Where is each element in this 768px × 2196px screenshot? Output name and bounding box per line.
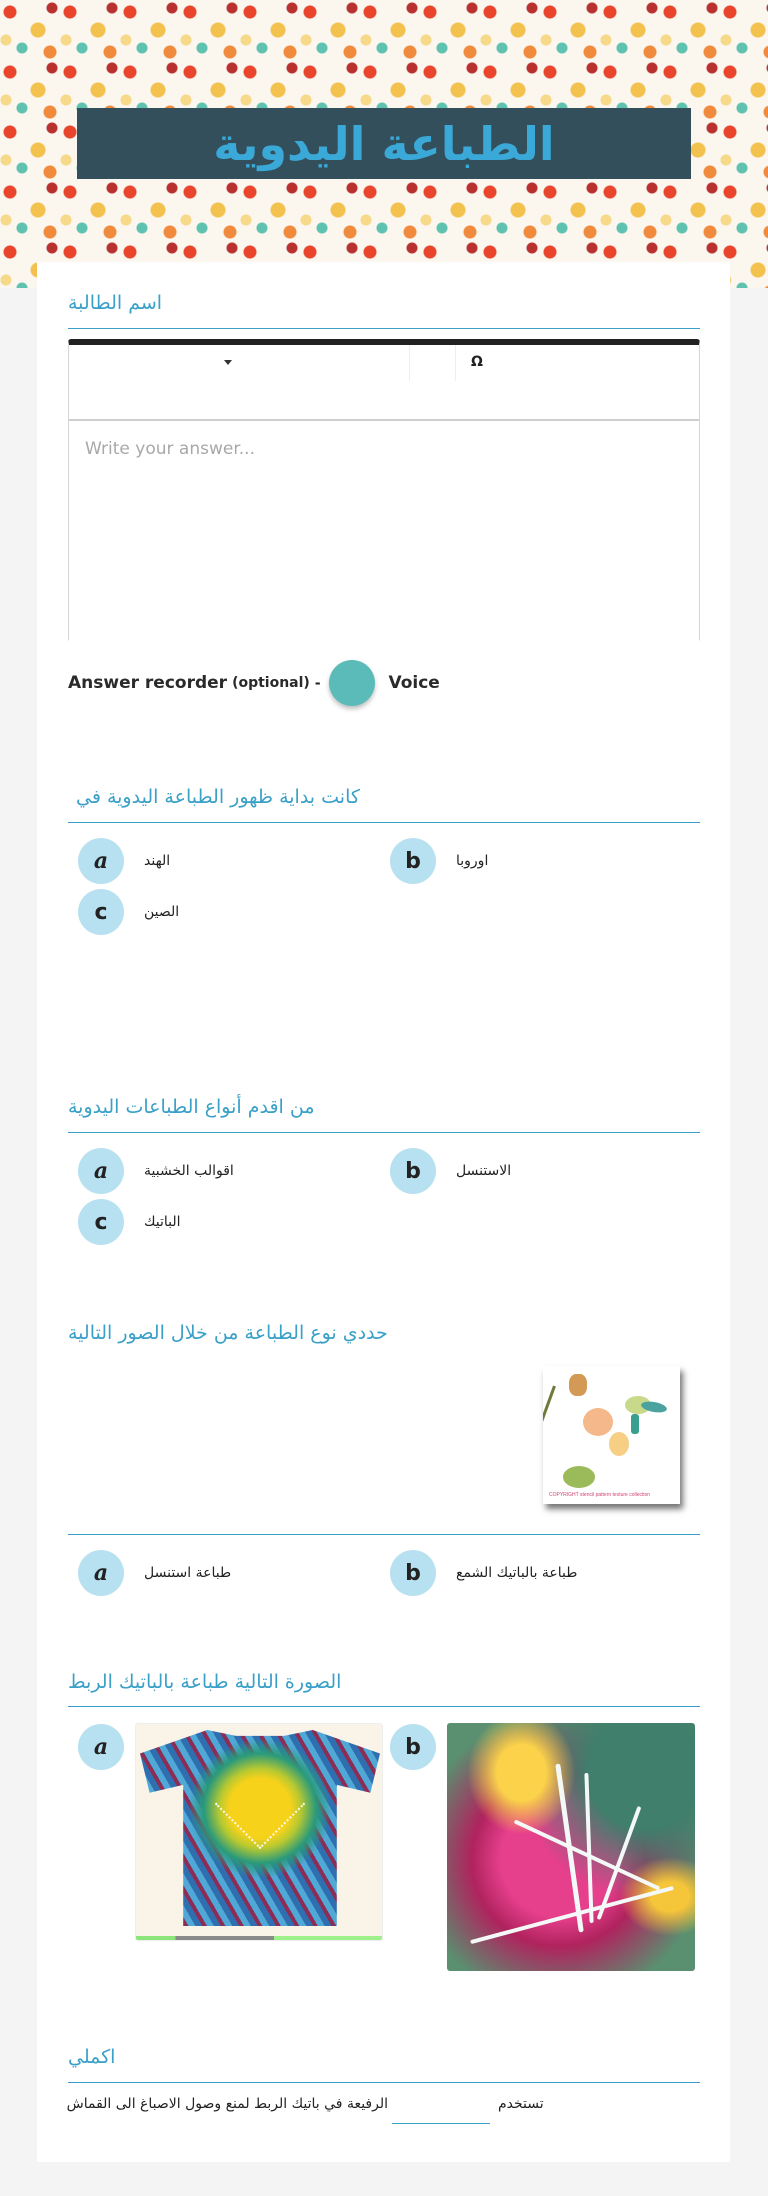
fill-in-suffix: الرفيعة في باتيك الربط لمنع وصول الاصباغ الى القماش [66, 2096, 388, 2112]
option-badge: b [390, 1724, 436, 1770]
record-voice-button[interactable] [329, 660, 375, 706]
option-badge: b [390, 838, 436, 884]
fill-in-blank-input[interactable] [392, 2108, 490, 2124]
question-3-option-b[interactable] [390, 1148, 511, 1194]
question-2-title: كانت بداية ظهور الطباعة اليدوية في [76, 786, 360, 808]
option-label: اوروبا [456, 853, 489, 869]
question-6-divider [68, 2082, 700, 2083]
option-badge: a [78, 1148, 124, 1194]
option-label: الباتيك [144, 1214, 181, 1230]
recorder-voice-label: Voice [388, 673, 440, 693]
option-badge: a [78, 1550, 124, 1596]
question-2-option-a[interactable] [78, 838, 170, 884]
question-1-title: اسم الطالبة [68, 292, 163, 314]
image-flower [583, 1408, 613, 1436]
question-1-divider [68, 328, 700, 329]
option-badge: b [390, 1550, 436, 1596]
toolbar-button[interactable] [410, 345, 456, 381]
option-badge: c [78, 889, 124, 935]
answer-recorder [68, 660, 440, 706]
image-bottom-bar [136, 1936, 382, 1940]
question-4-option-a[interactable] [78, 1550, 231, 1596]
question-2-divider [68, 822, 700, 823]
recorder-dash: - [314, 673, 321, 692]
question-6-title: اكملي [68, 2046, 116, 2068]
question-5-title: الصورة التالية طباعة بالباتيك الربط [68, 1671, 342, 1693]
image-flower [609, 1432, 629, 1456]
question-2-option-c[interactable] [78, 889, 179, 935]
option-badge: a [78, 1724, 124, 1770]
option-badge: a [78, 838, 124, 884]
option-label: الصين [144, 904, 180, 920]
image-leaf [563, 1466, 595, 1488]
question-5-option-b-image[interactable] [447, 1723, 695, 1971]
question-4-option-b[interactable] [390, 1550, 577, 1596]
recorder-label: Answer recorder [68, 673, 228, 693]
option-label: طباعة استنسل [144, 1565, 232, 1581]
toolbar-divider [455, 345, 456, 381]
editor-toolbar [69, 345, 699, 421]
option-badge: c [78, 1199, 124, 1245]
question-3-option-c[interactable] [78, 1199, 181, 1245]
wax-line [584, 1773, 593, 1923]
chevron-down-icon [224, 360, 232, 365]
format-dropdown[interactable] [69, 345, 409, 381]
option-label: طباعة بالباتيك الشمع [456, 1565, 578, 1581]
image-tail [631, 1414, 639, 1434]
special-character-button[interactable]: Ω [471, 354, 483, 370]
question-5-divider [68, 1706, 700, 1707]
question-5-option-b-badge[interactable] [390, 1724, 436, 1770]
question-3-title: من اقدم أنواع الطباعات اليدوية [68, 1096, 315, 1118]
image-caption: COPYRIGHT stencil pattern texture collection [549, 1492, 651, 1498]
question-5-option-a-image[interactable] [135, 1723, 383, 1941]
question-5-option-a-badge[interactable] [78, 1724, 124, 1770]
answer-input[interactable] [69, 423, 699, 641]
option-badge: b [390, 1148, 436, 1194]
question-4-image [543, 1366, 680, 1504]
question-4-divider [68, 1534, 700, 1535]
image-stem [543, 1385, 556, 1489]
question-3-divider [68, 1132, 700, 1133]
option-label: الاستنسل [456, 1163, 512, 1179]
banner-title-box [77, 108, 691, 179]
wax-line [470, 1886, 674, 1944]
option-label: اقوالب الخشبية [144, 1163, 234, 1179]
question-3-option-a[interactable] [78, 1148, 234, 1194]
question-2-option-b[interactable] [390, 838, 488, 884]
image-flower [569, 1374, 587, 1396]
option-label: الهند [144, 853, 171, 869]
page-title: الطباعة اليدوية [213, 116, 555, 171]
header-banner [0, 0, 768, 288]
question-4-title: حددي نوع الطباعة من خلال الصور التالية [68, 1322, 388, 1344]
recorder-optional-label: (optional) [232, 675, 310, 691]
rich-text-editor [68, 339, 700, 641]
fill-in-prefix: تستخدم [498, 2096, 544, 2112]
